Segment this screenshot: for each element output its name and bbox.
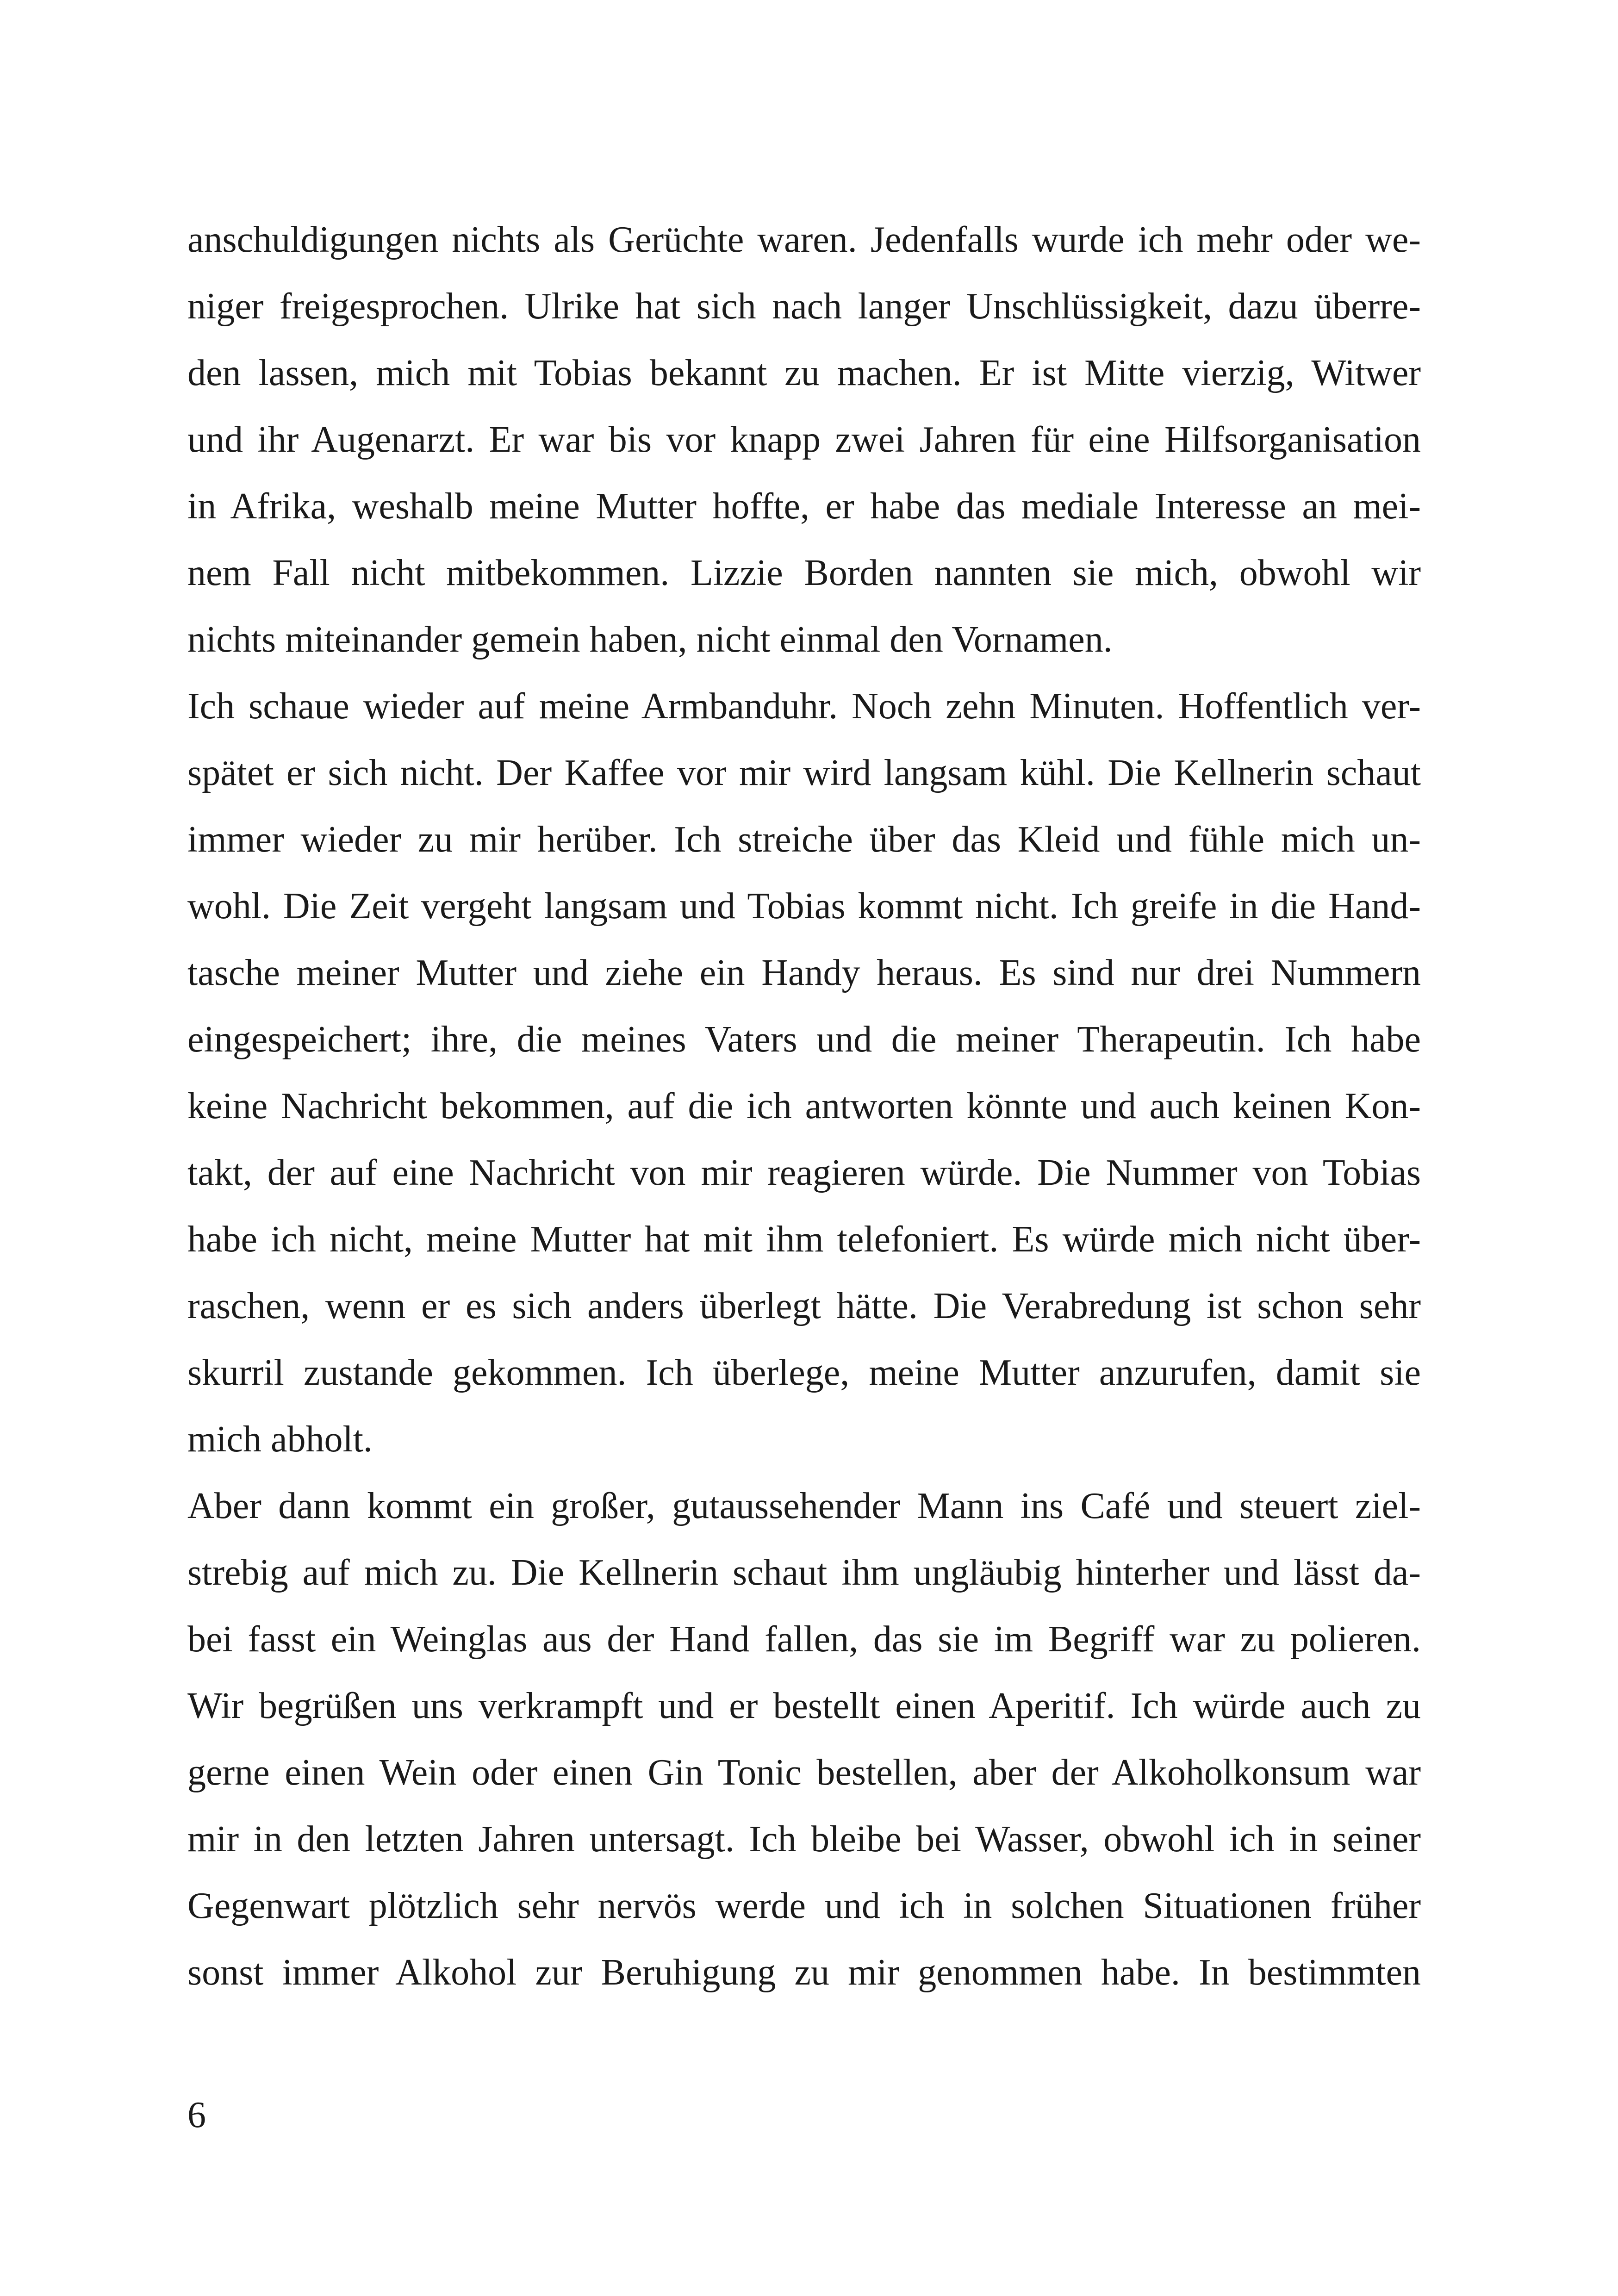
text-line: wohl. Die Zeit vergeht langsam und Tobias kommt nicht. Ich greife in die Hand- — [187, 886, 1421, 927]
text-line: sonst immer Alkohol zur Beruhigung zu mir genommen habe. In bestimmten — [187, 1952, 1421, 1993]
text-line: anschuldigungen nichts als Gerüchte waren. Jedenfalls wurde ich mehr oder we- — [187, 219, 1421, 260]
text-line: immer wieder zu mir herüber. Ich streiche über das Kleid und fühle mich un- — [187, 819, 1421, 860]
page-number: 6 — [187, 2095, 206, 2135]
text-line: in Afrika, weshalb meine Mutter hoffte, er habe das mediale Interesse an mei- — [187, 486, 1421, 527]
text-line: mich abholt. — [187, 1419, 373, 1460]
text-line: den lassen, mich mit Tobias bekannt zu machen. Er ist Mitte vierzig, Witwer — [187, 353, 1421, 393]
text-line: tasche meiner Mutter und ziehe ein Handy heraus. Es sind nur drei Nummern — [187, 952, 1421, 993]
text-line: bei fasst ein Weinglas aus der Hand fallen, das sie im Begriff war zu polieren. — [187, 1619, 1421, 1660]
text-line: nem Fall nicht mitbekommen. Lizzie Borden nannten sie mich, obwohl wir — [187, 553, 1421, 593]
text-line: gerne einen Wein oder einen Gin Tonic bestellen, aber der Alkoholkonsum war — [187, 1752, 1421, 1793]
text-line: raschen, wenn er es sich anders überlegt hätte. Die Verabredung ist schon sehr — [187, 1286, 1421, 1326]
text-line: keine Nachricht bekommen, auf die ich antworten könnte und auch keinen Kon- — [187, 1086, 1421, 1126]
text-line: takt, der auf eine Nachricht von mir reagieren würde. Die Nummer von Tobias — [187, 1152, 1421, 1193]
text-line: spätet er sich nicht. Der Kaffee vor mir wird langsam kühl. Die Kellnerin schaut — [187, 753, 1421, 793]
text-line: mir in den letzten Jahren untersagt. Ich bleibe bei Wasser, obwohl ich in seiner — [187, 1819, 1421, 1860]
text-line: Gegenwart plötzlich sehr nervös werde und ich in solchen Situationen früher — [187, 1885, 1421, 1926]
text-line: Ich schaue wieder auf meine Armbanduhr. Noch zehn Minuten. Hoffentlich ver- — [187, 686, 1421, 727]
text-line: und ihr Augenarzt. Er war bis vor knapp zwei Jahren für eine Hilfsorganisation — [187, 419, 1421, 460]
text-line: habe ich nicht, meine Mutter hat mit ihm telefoniert. Es würde mich nicht über- — [187, 1219, 1421, 1260]
body-text — [187, 206, 1421, 2006]
text-line: Aber dann kommt ein großer, gutaussehender Mann ins Café und steuert ziel- — [187, 1486, 1421, 1526]
text-line: niger freigesprochen. Ulrike hat sich nach langer Unschlüssigkeit, dazu überre- — [187, 286, 1421, 327]
text-line: strebig auf mich zu. Die Kellnerin schaut ihm ungläubig hinterher und lässt da- — [187, 1552, 1421, 1593]
text-line: nichts miteinander gemein haben, nicht einmal den Vornamen. — [187, 619, 1113, 660]
text-line: Wir begrüßen uns verkrampft und er bestellt einen Aperitif. Ich würde auch zu — [187, 1686, 1421, 1726]
text-line: skurril zustande gekommen. Ich überlege, meine Mutter anzurufen, damit sie — [187, 1352, 1421, 1393]
text-line: eingespeichert; ihre, die meines Vaters und die meiner Therapeutin. Ich habe — [187, 1019, 1421, 1060]
